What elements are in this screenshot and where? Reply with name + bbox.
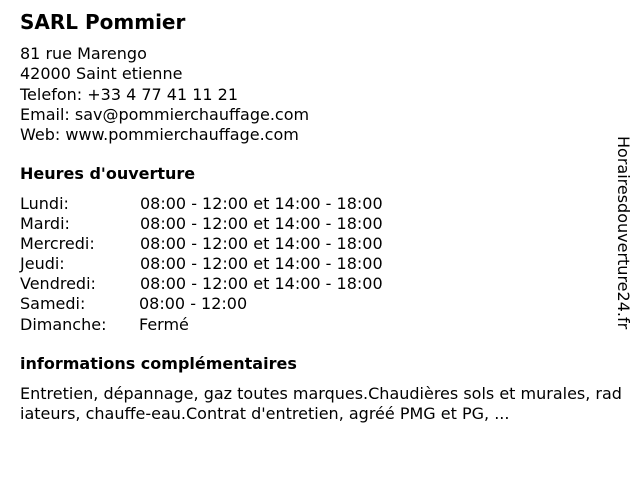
time-value: 08:00 - 12:00 et 14:00 - 18:00 xyxy=(140,274,383,294)
contact-block xyxy=(20,44,309,145)
day-label: Dimanche: xyxy=(20,314,107,334)
time-value: 08:00 - 12:00 et 14:00 - 18:00 xyxy=(140,194,383,213)
city-address: 42000 Saint etienne xyxy=(20,64,183,84)
web-line: Web: www.pommierchauffage.com xyxy=(20,125,299,145)
day-label: Jeudi: xyxy=(20,254,65,274)
info-description: Entretien, dépannage, gaz toutes marques.Chaudières sols et murales, radiateurs, chauffe-eau.Contrat d'entretien, agréé PMG et PG, ... xyxy=(20,384,622,423)
watermark-text: Horairesdouverture24.fr xyxy=(614,136,633,330)
time-value: 08:00 - 12:00 et 14:00 - 18:00 xyxy=(140,234,383,254)
time-value: 08:00 - 12:00 et 14:00 - 18:00 xyxy=(140,214,383,234)
phone-line: Telefon: +33 4 77 41 11 21 xyxy=(20,84,239,104)
day-label: Vendredi: xyxy=(20,274,96,294)
day-label: Mercredi: xyxy=(20,234,95,254)
email-line: Email: sav@pommierchauffage.com xyxy=(20,104,310,124)
hours-heading: Heures d'ouverture xyxy=(20,164,196,183)
street-address: 81 rue Marengo xyxy=(20,44,147,63)
company-name: SARL Pommier xyxy=(20,10,186,34)
day-label: Lundi: xyxy=(20,194,69,213)
day-label: Samedi: xyxy=(20,294,86,314)
time-value: 08:00 - 12:00 xyxy=(139,294,248,314)
day-label: Mardi: xyxy=(20,214,70,234)
time-value: 08:00 - 12:00 et 14:00 - 18:00 xyxy=(140,254,383,274)
info-heading: informations complémentaires xyxy=(20,354,297,373)
time-value: Fermé xyxy=(139,314,189,334)
